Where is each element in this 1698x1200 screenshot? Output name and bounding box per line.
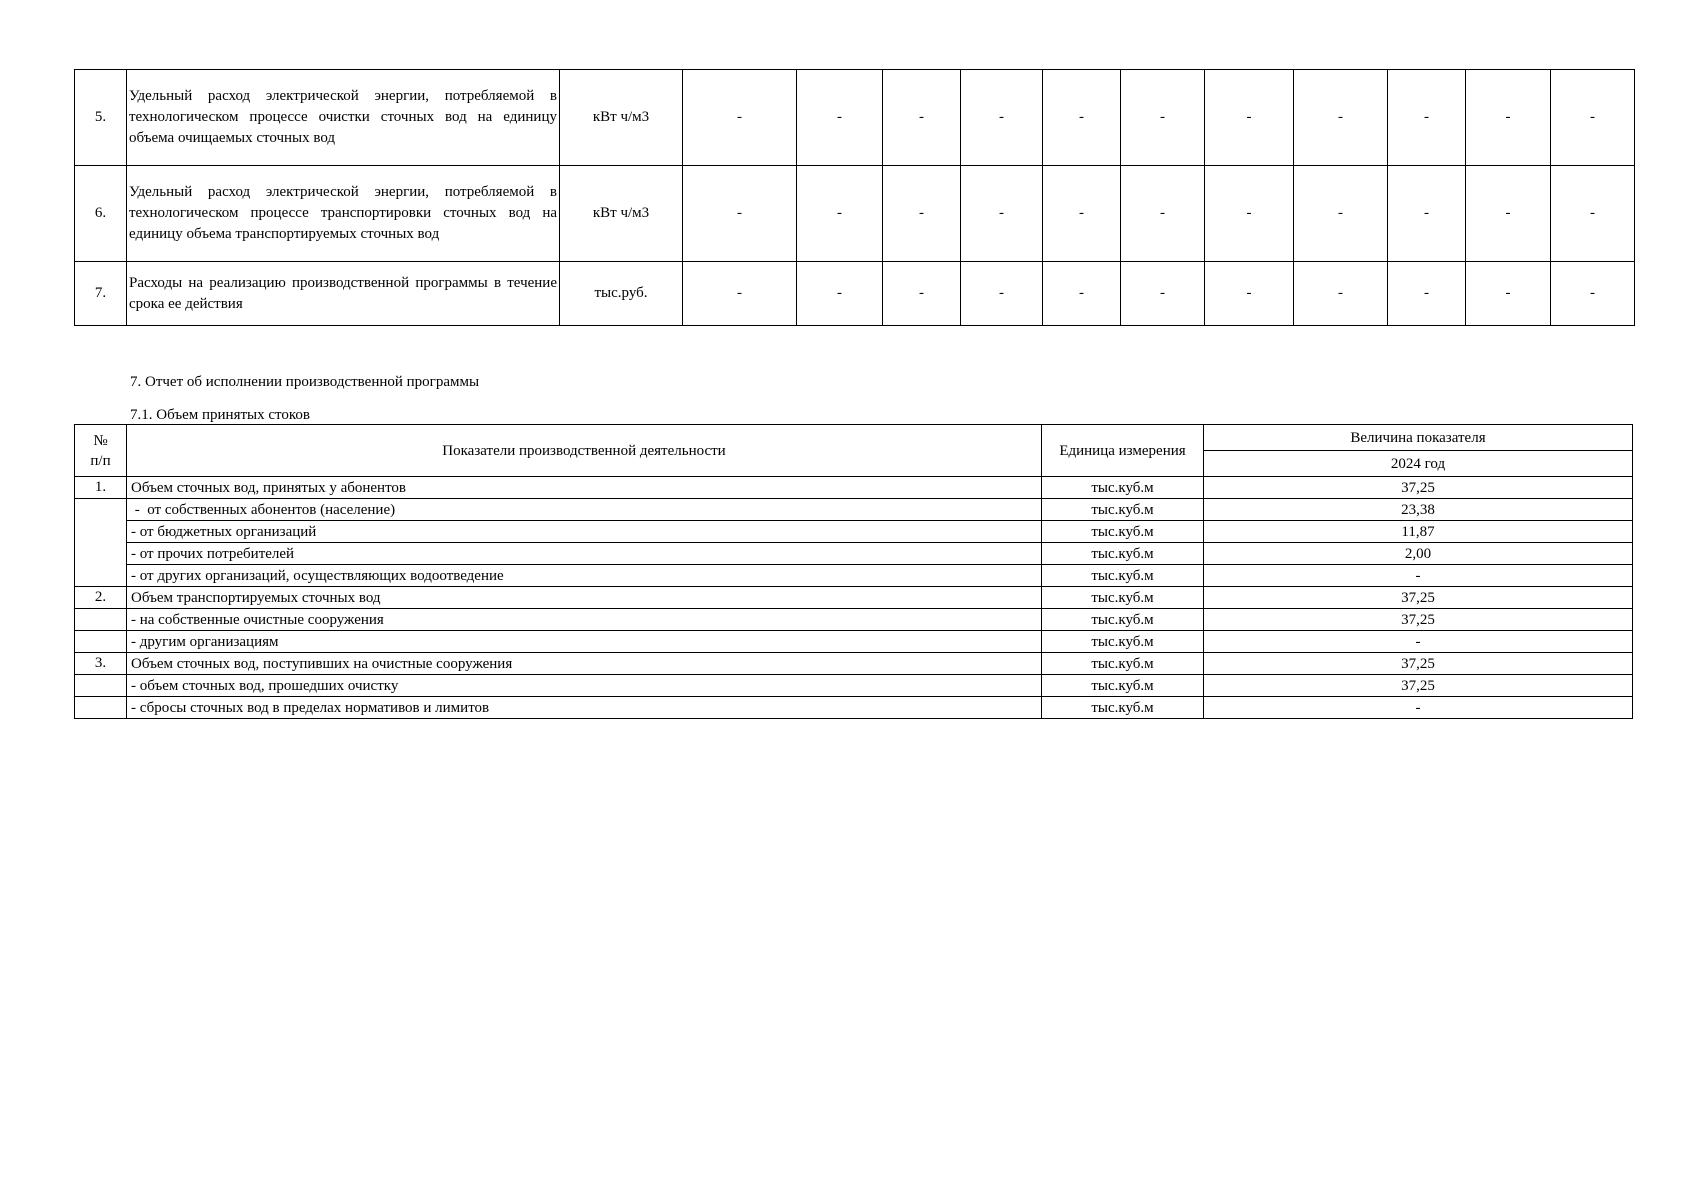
row-name: - от собственных абонентов (население)	[127, 499, 1042, 521]
indicators-table	[74, 69, 1635, 326]
row-name: - объем сточных вод, прошедших очистку	[127, 675, 1042, 697]
row-value: 11,87	[1204, 521, 1633, 543]
row-name: Объем сточных вод, принятых у абонентов	[127, 477, 1042, 499]
row-unit: тыс.куб.м	[1042, 587, 1204, 609]
value-cell: -	[1121, 262, 1205, 326]
value-cell: -	[1466, 70, 1551, 166]
row-number: 3.	[75, 653, 127, 675]
value-cell: -	[961, 166, 1043, 262]
row-unit: тыс.куб.м	[1042, 565, 1204, 587]
value-cell: -	[883, 262, 961, 326]
unit-cell: тыс.руб.	[560, 262, 683, 326]
table-row	[75, 675, 1633, 697]
value-cell: -	[961, 70, 1043, 166]
value-cell: -	[1388, 262, 1466, 326]
row-number: 2.	[75, 587, 127, 609]
header-number	[75, 425, 127, 477]
table-row	[75, 697, 1633, 719]
value-cell: -	[1205, 166, 1294, 262]
value-cell: -	[683, 262, 797, 326]
value-cell: -	[1205, 262, 1294, 326]
row-number: 1.	[75, 477, 127, 499]
row-name: - на собственные очистные сооружения	[127, 609, 1042, 631]
row-value: 37,25	[1204, 477, 1633, 499]
value-cell: -	[1551, 70, 1635, 166]
row-name: Объем сточных вод, поступивших на очистные сооружения	[127, 653, 1042, 675]
row-unit: тыс.куб.м	[1042, 477, 1204, 499]
indicator-name: Удельный расход электрической энергии, потребляемой в технологическом процессе транспортировки сточных вод на единицу объема транспортируемых сточных вод	[127, 166, 560, 262]
value-cell: -	[683, 70, 797, 166]
value-cell: -	[797, 70, 883, 166]
header-number-line1: №	[93, 432, 108, 449]
row-number	[75, 499, 127, 587]
section-title: 7. Отчет об исполнении производственной программы	[130, 374, 480, 390]
row-number: 5.	[75, 70, 127, 166]
row-number	[75, 631, 127, 653]
value-cell: -	[1388, 166, 1466, 262]
value-cell: -	[1294, 166, 1388, 262]
table-header-row	[75, 425, 1633, 451]
row-unit: тыс.куб.м	[1042, 543, 1204, 565]
table-row	[75, 70, 1635, 166]
row-value: 2,00	[1204, 543, 1633, 565]
volume-table	[74, 424, 1633, 719]
unit-cell: кВт ч/м3	[560, 166, 683, 262]
value-cell: -	[1551, 166, 1635, 262]
row-number	[75, 697, 127, 719]
value-cell: -	[1121, 70, 1205, 166]
value-cell: -	[797, 262, 883, 326]
table-row	[75, 543, 1633, 565]
row-unit: тыс.куб.м	[1042, 675, 1204, 697]
row-name: - от бюджетных организаций	[127, 521, 1042, 543]
header-number-line2: п/п	[90, 452, 111, 469]
value-cell: -	[961, 262, 1043, 326]
row-unit: тыс.куб.м	[1042, 697, 1204, 719]
value-cell: -	[1388, 70, 1466, 166]
value-cell: -	[797, 166, 883, 262]
table-row	[75, 499, 1633, 521]
row-value: 37,25	[1204, 609, 1633, 631]
row-name: - другим организациям	[127, 631, 1042, 653]
row-value: -	[1204, 631, 1633, 653]
value-cell: -	[1043, 262, 1121, 326]
value-cell: -	[1466, 262, 1551, 326]
table-row	[75, 166, 1635, 262]
value-cell: -	[883, 166, 961, 262]
indicator-name: Удельный расход электрической энергии, потребляемой в технологическом процессе очистки сточных вод на единицу объема очищаемых сточных вод	[127, 70, 560, 166]
header-value: Величина показателя	[1204, 425, 1633, 451]
table-row	[75, 565, 1633, 587]
table-row	[75, 521, 1633, 543]
value-cell: -	[883, 70, 961, 166]
row-value: 37,25	[1204, 587, 1633, 609]
indicator-name: Расходы на реализацию производственной программы в течение срока ее действия	[127, 262, 560, 326]
row-name: - от других организаций, осуществляющих водоотведение	[127, 565, 1042, 587]
value-cell: -	[1043, 166, 1121, 262]
row-value: -	[1204, 697, 1633, 719]
row-name: - сбросы сточных вод в пределах нормативов и лимитов	[127, 697, 1042, 719]
row-unit: тыс.куб.м	[1042, 631, 1204, 653]
row-number	[75, 675, 127, 697]
header-indicators: Показатели производственной деятельности	[127, 425, 1042, 477]
table-row	[75, 653, 1633, 675]
row-unit: тыс.куб.м	[1042, 521, 1204, 543]
table-row	[75, 631, 1633, 653]
unit-cell: кВт ч/м3	[560, 70, 683, 166]
table-row	[75, 262, 1635, 326]
value-cell: -	[1294, 262, 1388, 326]
value-cell: -	[1466, 166, 1551, 262]
row-number	[75, 609, 127, 631]
header-year: 2024 год	[1204, 451, 1633, 477]
row-number: 7.	[75, 262, 127, 326]
row-name: - от прочих потребителей	[127, 543, 1042, 565]
table-row	[75, 609, 1633, 631]
table-row	[75, 477, 1633, 499]
row-name: Объем транспортируемых сточных вод	[127, 587, 1042, 609]
value-cell: -	[1121, 166, 1205, 262]
row-unit: тыс.куб.м	[1042, 499, 1204, 521]
value-cell: -	[1205, 70, 1294, 166]
row-unit: тыс.куб.м	[1042, 609, 1204, 631]
row-value: 37,25	[1204, 675, 1633, 697]
row-number: 6.	[75, 166, 127, 262]
row-value: 37,25	[1204, 653, 1633, 675]
row-value: 23,38	[1204, 499, 1633, 521]
table-row	[75, 587, 1633, 609]
value-cell: -	[1043, 70, 1121, 166]
row-unit: тыс.куб.м	[1042, 653, 1204, 675]
value-cell: -	[1294, 70, 1388, 166]
row-value: -	[1204, 565, 1633, 587]
header-unit: Единица измерения	[1042, 425, 1204, 477]
value-cell: -	[1551, 262, 1635, 326]
value-cell: -	[683, 166, 797, 262]
subsection-title: 7.1. Объем принятых стоков	[130, 407, 310, 423]
